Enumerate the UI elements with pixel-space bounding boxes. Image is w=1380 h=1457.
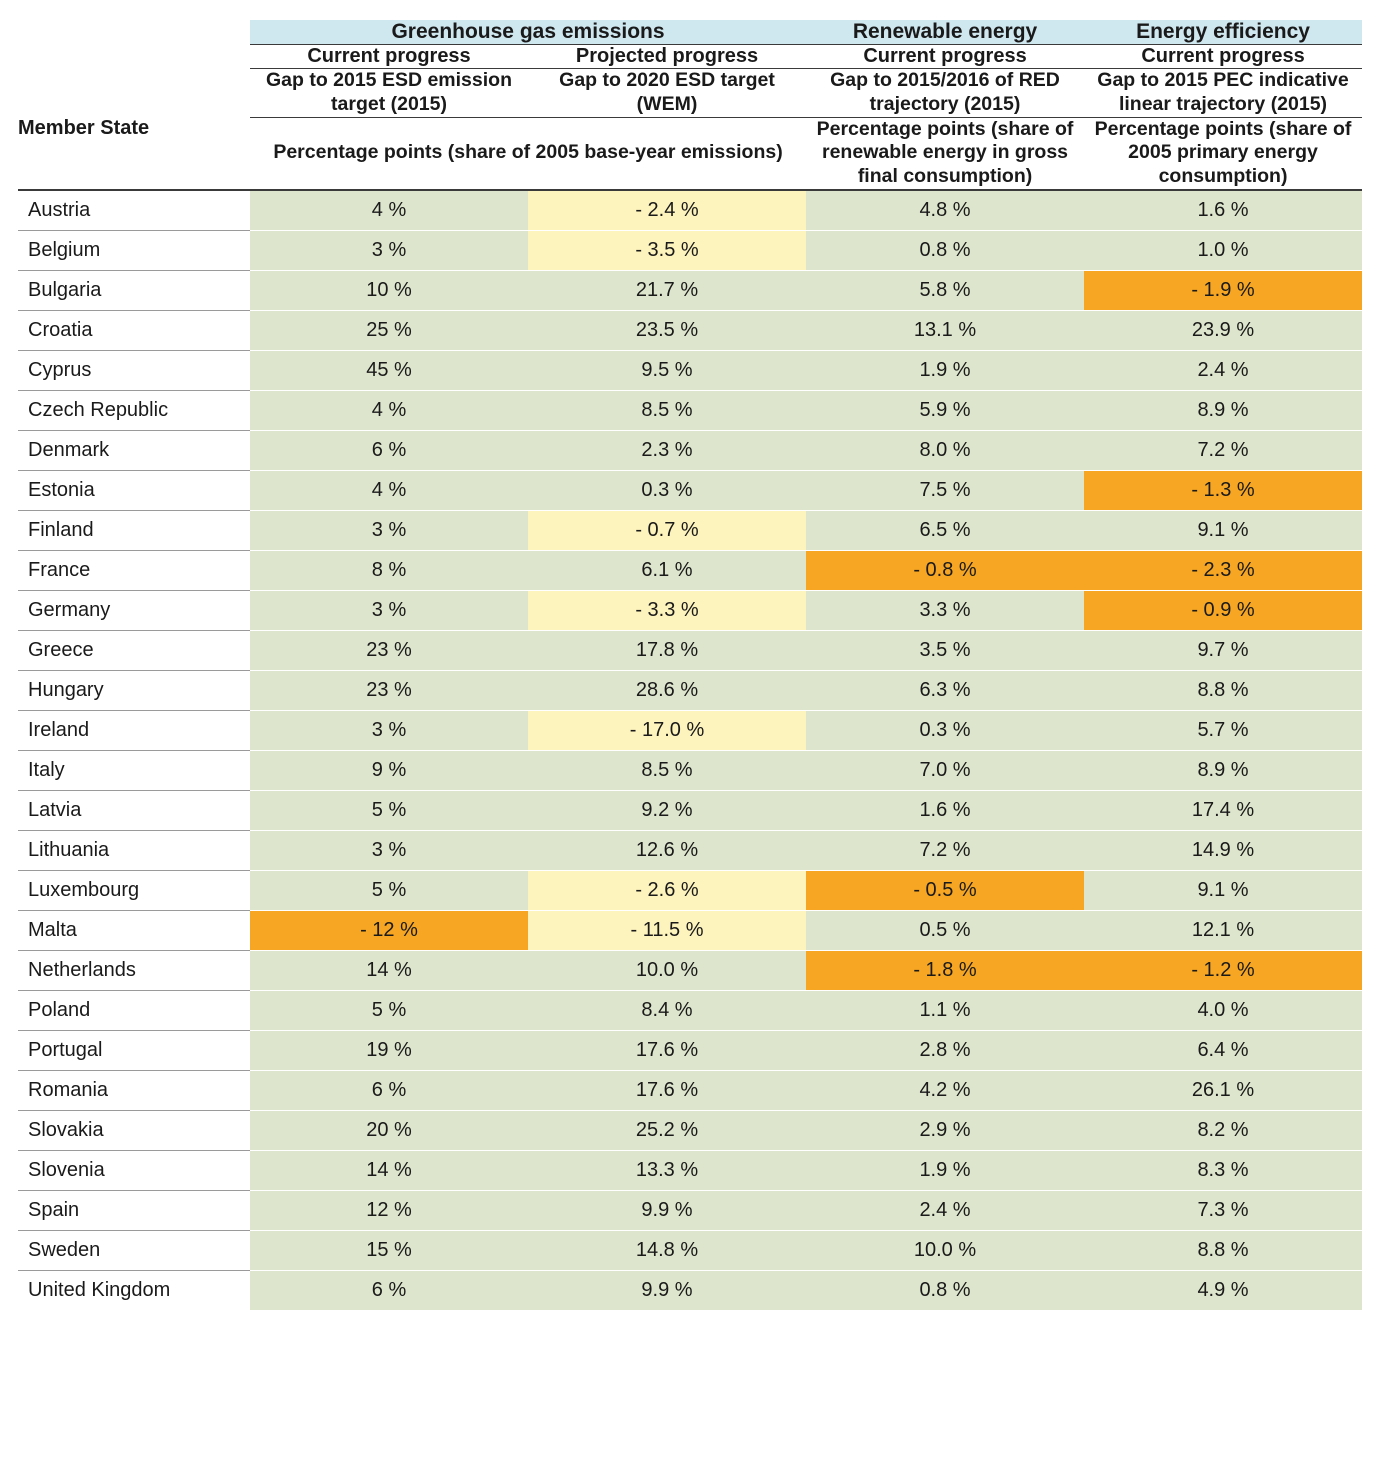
row-member-state: Czech Republic [18,390,250,430]
row-value-cell: 8.4 % [528,990,806,1030]
row-value-cell: 12 % [250,1190,528,1230]
table-row [18,590,1362,630]
row-member-state: Malta [18,910,250,950]
row-value-cell: 3.5 % [806,630,1084,670]
row-value-cell: - 3.5 % [528,230,806,270]
row-value-cell: 8.8 % [1084,670,1362,710]
row-member-state: France [18,550,250,590]
row-member-state: Croatia [18,310,250,350]
subheader-efficiency-current: Current progress [1084,45,1362,69]
row-value-cell: 8.9 % [1084,750,1362,790]
header-row-targets [18,69,1362,118]
row-value-cell: 7.2 % [1084,430,1362,470]
target-header-red-trajectory: Gap to 2015/2016 of RED trajectory (2015) [806,69,1084,118]
row-value-cell: - 0.5 % [806,870,1084,910]
row-value-cell: 17.8 % [528,630,806,670]
table-row [18,1270,1362,1310]
row-value-cell: 9 % [250,750,528,790]
row-member-state: Luxembourg [18,870,250,910]
table-row [18,310,1362,350]
row-member-state: Spain [18,1190,250,1230]
row-value-cell: - 1.2 % [1084,950,1362,990]
row-value-cell: 2.4 % [1084,350,1362,390]
target-header-esd-2015: Gap to 2015 ESD emission target (2015) [250,69,528,118]
row-value-cell: 3 % [250,830,528,870]
row-value-cell: 1.1 % [806,990,1084,1030]
row-value-cell: 23.9 % [1084,310,1362,350]
table-row [18,1110,1362,1150]
row-value-cell: - 1.9 % [1084,270,1362,310]
row-member-state: Finland [18,510,250,550]
row-value-cell: 6.5 % [806,510,1084,550]
row-value-cell: 1.6 % [1084,191,1362,231]
table-row [18,670,1362,710]
row-value-cell: 7.5 % [806,470,1084,510]
row-value-cell: 8.0 % [806,430,1084,470]
table-row [18,830,1362,870]
row-value-cell: 3 % [250,590,528,630]
row-member-state: Sweden [18,1230,250,1270]
row-value-cell: - 3.3 % [528,590,806,630]
row-value-cell: - 2.6 % [528,870,806,910]
row-value-cell: 8.3 % [1084,1150,1362,1190]
row-member-state: Poland [18,990,250,1030]
row-value-cell: - 1.8 % [806,950,1084,990]
row-member-state: Austria [18,191,250,231]
row-value-cell: 10.0 % [806,1230,1084,1270]
row-value-cell: 9.1 % [1084,870,1362,910]
row-member-state: Slovenia [18,1150,250,1190]
row-value-cell: - 0.8 % [806,550,1084,590]
row-value-cell: 23 % [250,630,528,670]
row-value-cell: 0.3 % [806,710,1084,750]
row-value-cell: 0.3 % [528,470,806,510]
row-value-cell: 7.3 % [1084,1190,1362,1230]
table-row [18,510,1362,550]
row-value-cell: 4 % [250,191,528,231]
row-member-state: Ireland [18,710,250,750]
progress-table-sheet [0,20,1380,1457]
group-header-efficiency: Energy efficiency [1084,20,1362,45]
table-row [18,750,1362,790]
row-value-cell: 23 % [250,670,528,710]
row-value-cell: 5.9 % [806,390,1084,430]
subheader-ghg-current: Current progress [250,45,528,69]
row-value-cell: 13.3 % [528,1150,806,1190]
table-row [18,550,1362,590]
row-value-cell: 12.6 % [528,830,806,870]
row-value-cell: 9.9 % [528,1270,806,1310]
row-value-cell: - 11.5 % [528,910,806,950]
row-value-cell: 8.5 % [528,750,806,790]
table-header [18,20,1362,191]
header-row-progress [18,45,1362,69]
row-value-cell: 0.8 % [806,1270,1084,1310]
row-value-cell: 6 % [250,1270,528,1310]
row-member-state: Netherlands [18,950,250,990]
row-member-state: Estonia [18,470,250,510]
table-row [18,430,1362,470]
member-state-progress-table [18,20,1362,1311]
row-value-cell: 17.6 % [528,1070,806,1110]
table-row [18,470,1362,510]
table-row [18,1070,1362,1110]
row-value-cell: 9.9 % [528,1190,806,1230]
group-header-ghg: Greenhouse gas emissions [250,20,806,45]
row-value-cell: 2.9 % [806,1110,1084,1150]
table-row [18,350,1362,390]
row-value-cell: 0.8 % [806,230,1084,270]
header-corner-spacer [18,20,250,45]
table-row [18,870,1362,910]
header-row-groups [18,20,1362,45]
row-value-cell: 3 % [250,230,528,270]
table-row [18,950,1362,990]
row-value-cell: - 2.4 % [528,191,806,231]
row-member-state: Denmark [18,430,250,470]
header-member-state: Member State [18,117,150,140]
row-member-state: Germany [18,590,250,630]
row-value-cell: 9.1 % [1084,510,1362,550]
row-value-cell: 8.9 % [1084,390,1362,430]
row-value-cell: 1.6 % [806,790,1084,830]
row-value-cell: 17.6 % [528,1030,806,1070]
row-value-cell: 8 % [250,550,528,590]
row-value-cell: 1.0 % [1084,230,1362,270]
table-row [18,1230,1362,1270]
row-member-state: Lithuania [18,830,250,870]
row-value-cell: 10.0 % [528,950,806,990]
row-value-cell: - 1.3 % [1084,470,1362,510]
row-value-cell: 26.1 % [1084,1070,1362,1110]
row-value-cell: - 0.9 % [1084,590,1362,630]
row-value-cell: 13.1 % [806,310,1084,350]
row-member-state: United Kingdom [18,1270,250,1310]
row-value-cell: 5.7 % [1084,710,1362,750]
row-value-cell: 28.6 % [528,670,806,710]
row-member-state: Italy [18,750,250,790]
row-value-cell: 2.8 % [806,1030,1084,1070]
row-value-cell: 1.9 % [806,350,1084,390]
row-value-cell: 45 % [250,350,528,390]
row-value-cell: 14 % [250,950,528,990]
row-value-cell: 3 % [250,710,528,750]
row-value-cell: 25.2 % [528,1110,806,1150]
table-row [18,390,1362,430]
row-value-cell: 6 % [250,1070,528,1110]
unit-header-renewable: Percentage points (share of renewable energy in gross final consumption) [816,117,1074,188]
row-value-cell: - 17.0 % [528,710,806,750]
row-value-cell: 0.5 % [806,910,1084,950]
row-value-cell: 9.2 % [528,790,806,830]
row-value-cell: 15 % [250,1230,528,1270]
table-row [18,1030,1362,1070]
target-header-pec-trajectory: Gap to 2015 PEC indicative linear trajectory (2015) [1084,69,1362,118]
row-value-cell: 8.2 % [1084,1110,1362,1150]
row-value-cell: 8.8 % [1084,1230,1362,1270]
group-header-renewable: Renewable energy [806,20,1084,45]
row-value-cell: 17.4 % [1084,790,1362,830]
row-member-state: Bulgaria [18,270,250,310]
target-header-esd-2020-wem: Gap to 2020 ESD target (WEM) [528,69,806,118]
row-value-cell: 7.2 % [806,830,1084,870]
row-value-cell: 14.8 % [528,1230,806,1270]
unit-header-efficiency: Percentage points (share of 2005 primary energy consumption) [1094,117,1352,188]
row-value-cell: 2.4 % [806,1190,1084,1230]
row-value-cell: 2.3 % [528,430,806,470]
row-value-cell: 1.9 % [806,1150,1084,1190]
row-value-cell: 6.3 % [806,670,1084,710]
row-value-cell: 6.4 % [1084,1030,1362,1070]
row-value-cell: 4 % [250,390,528,430]
row-value-cell: - 12 % [250,910,528,950]
row-value-cell: 7.0 % [806,750,1084,790]
row-value-cell: 3.3 % [806,590,1084,630]
row-value-cell: 23.5 % [528,310,806,350]
table-row [18,230,1362,270]
row-value-cell: 6 % [250,430,528,470]
row-value-cell: 25 % [250,310,528,350]
row-value-cell: 14 % [250,1150,528,1190]
row-value-cell: 12.1 % [1084,910,1362,950]
row-member-state: Romania [18,1070,250,1110]
row-member-state: Hungary [18,670,250,710]
row-value-cell: 5 % [250,990,528,1030]
row-value-cell: 4.8 % [806,191,1084,231]
row-value-cell: 14.9 % [1084,830,1362,870]
row-value-cell: 5 % [250,790,528,830]
row-value-cell: 6.1 % [528,550,806,590]
row-value-cell: 5 % [250,870,528,910]
header-spacer-progress [18,45,250,69]
table-row [18,710,1362,750]
unit-header-ghg: Percentage points (share of 2005 base-year emissions) [273,141,783,164]
table-body [18,191,1362,1311]
row-value-cell: 9.5 % [528,350,806,390]
table-row [18,1190,1362,1230]
table-row [18,910,1362,950]
row-member-state: Portugal [18,1030,250,1070]
table-row [18,630,1362,670]
subheader-ghg-projected: Projected progress [528,45,806,69]
row-value-cell: 9.7 % [1084,630,1362,670]
row-value-cell: 5.8 % [806,270,1084,310]
row-value-cell: 8.5 % [528,390,806,430]
row-value-cell: 21.7 % [528,270,806,310]
table-row [18,990,1362,1030]
row-value-cell: - 2.3 % [1084,550,1362,590]
row-value-cell: 19 % [250,1030,528,1070]
row-value-cell: 20 % [250,1110,528,1150]
table-row [18,790,1362,830]
row-member-state: Latvia [18,790,250,830]
table-row [18,191,1362,231]
row-value-cell: 4.0 % [1084,990,1362,1030]
row-value-cell: 4 % [250,470,528,510]
row-member-state: Belgium [18,230,250,270]
table-row [18,1150,1362,1190]
row-value-cell: 4.2 % [806,1070,1084,1110]
row-value-cell: 3 % [250,510,528,550]
row-value-cell: 10 % [250,270,528,310]
row-value-cell: - 0.7 % [528,510,806,550]
subheader-renewable-current: Current progress [806,45,1084,69]
row-member-state: Greece [18,630,250,670]
table-row [18,270,1362,310]
row-member-state: Slovakia [18,1110,250,1150]
row-value-cell: 4.9 % [1084,1270,1362,1310]
row-member-state: Cyprus [18,350,250,390]
